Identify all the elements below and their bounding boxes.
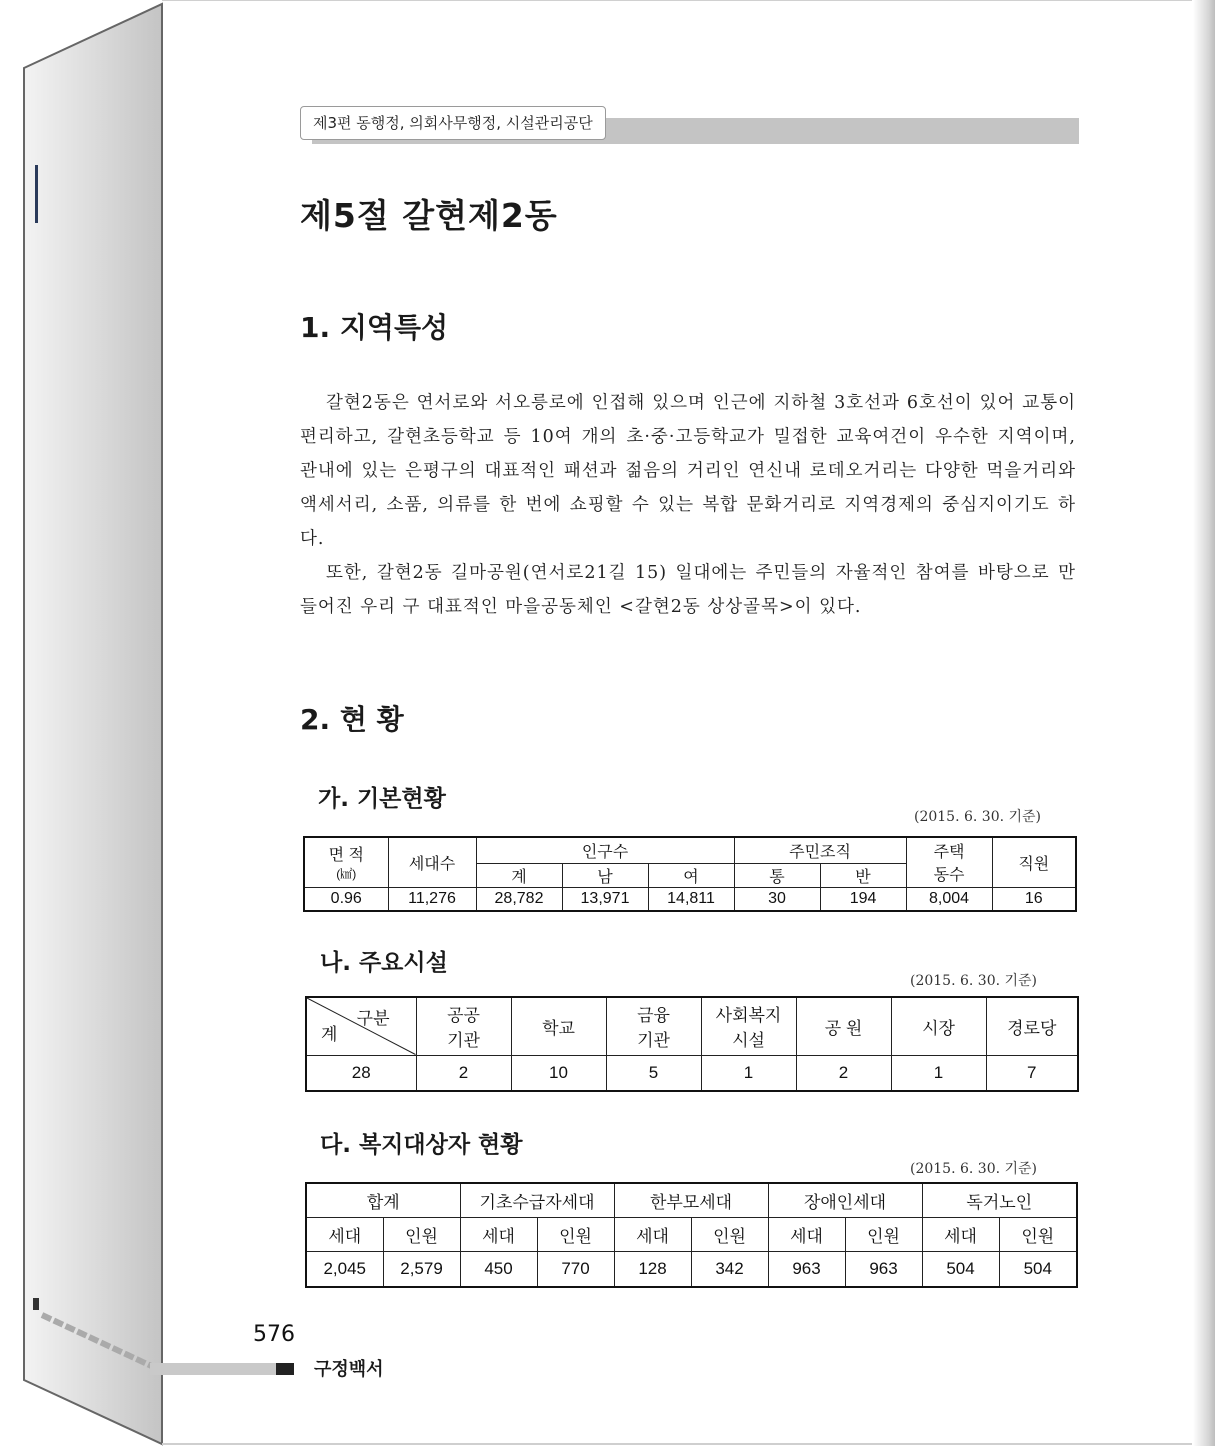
book-spine	[0, 0, 170, 1446]
header-market: 시장	[891, 997, 986, 1055]
cell-single-parent-persons: 342	[691, 1251, 768, 1287]
header-staff: 직원	[992, 837, 1076, 887]
cell-school: 10	[511, 1055, 606, 1091]
paragraph: 또한, 갈현2동 길마공원(연서로21길 15) 일대에는 주민들의 자율적인 참여를 바탕으로 만들어진 우리 구 대표적인 마을공동체인 <갈현2동 상상골목>이 있다.	[300, 563, 1076, 617]
basis-date: (2015. 6. 30. 기준)	[910, 973, 1038, 989]
paragraph: 갈현2동은 연서로와 서오릉로에 인접해 있으며 인근에 지하철 3호선과 6호선이 있어 교통이 편리하고, 갈현초등학교 등 10여 개의 초·중·고등학교가 밀접한 교육여건이 우수한 지역이며, 관내에 있는 은평구의 대표적인 패션과 젊음의 거리인 연신내 로데오거리는 다양한 먹을거리와 액세서리, 소품, 의류를 한 번에 쇼핑할 수 있는 복합 문화거리로 지역경제의 중심지이기도 하다.	[300, 393, 1076, 549]
part1-title: 1. 지역특성	[300, 311, 449, 344]
welfare-table	[305, 1182, 1078, 1288]
chapter-header: 제3편 동행정, 의회사무행정, 시설관리공단	[300, 106, 606, 140]
header-pop-total: 계	[476, 863, 562, 887]
header-total: 합계	[306, 1183, 460, 1217]
part2-title: 2. 현 황	[300, 703, 404, 736]
section-title: 제5절 갈현제2동	[300, 196, 558, 235]
welfare-title: 다. 복지대상자 현황	[320, 1132, 523, 1158]
header-ban: 반	[820, 863, 906, 887]
header-pop-female: 여	[648, 863, 734, 887]
header-senior-center: 경로당	[986, 997, 1078, 1055]
header-households: 세대	[922, 1217, 999, 1251]
header-households: 세대	[306, 1217, 383, 1251]
cell-market: 1	[891, 1055, 986, 1091]
cell-pop-male: 13,971	[562, 887, 648, 911]
header-persons: 인원	[537, 1217, 614, 1251]
header-welfare-facility: 사회복지 시설	[701, 997, 796, 1055]
corner-label-total: 계	[321, 1024, 338, 1044]
cell-pop-total: 28,782	[476, 887, 562, 911]
footer-bar	[150, 1363, 276, 1375]
header-tong: 통	[734, 863, 820, 887]
header-pop-male: 남	[562, 863, 648, 887]
cell-welfare-facility: 1	[701, 1055, 796, 1091]
basis-date: (2015. 6. 30. 기준)	[910, 1161, 1038, 1177]
header-elderly-alone: 독거노인	[922, 1183, 1077, 1217]
cell-basic-persons: 770	[537, 1251, 614, 1287]
basic-status-title: 가. 기본현황	[318, 786, 446, 812]
basic-status-table	[303, 836, 1077, 912]
cell-housing: 8,004	[906, 887, 992, 911]
header-persons: 인원	[999, 1217, 1077, 1251]
basis-date: (2015. 6. 30. 기준)	[914, 809, 1042, 825]
header-households: 세대	[460, 1217, 537, 1251]
header-population: 인구수	[476, 837, 734, 863]
cell-single-parent-households: 128	[614, 1251, 691, 1287]
header-single-parent: 한부모세대	[614, 1183, 768, 1217]
header-resident-org: 주민조직	[734, 837, 906, 863]
cell-disabled-persons: 963	[845, 1251, 922, 1287]
table-row	[306, 1055, 1078, 1091]
cell-basic-households: 450	[460, 1251, 537, 1287]
header-persons: 인원	[691, 1217, 768, 1251]
cell-park: 2	[796, 1055, 891, 1091]
cell-total-households: 2,045	[306, 1251, 383, 1287]
region-description	[300, 386, 1076, 624]
header-households: 세대	[768, 1217, 845, 1251]
cell-financial-institution: 5	[606, 1055, 701, 1091]
cell-disabled-households: 963	[768, 1251, 845, 1287]
header-public-institution: 공공 기관	[416, 997, 511, 1055]
header-financial-institution: 금융 기관	[606, 997, 701, 1055]
facilities-table	[305, 996, 1079, 1092]
cell-elderly-households: 504	[922, 1251, 999, 1287]
cell-total-persons: 2,579	[383, 1251, 460, 1287]
cell-elderly-persons: 504	[999, 1251, 1077, 1287]
page-edge	[1193, 0, 1215, 1446]
header-households: 세대수	[388, 837, 476, 887]
header-park: 공 원	[796, 997, 891, 1055]
header-area: 면 적 (㎢)	[304, 837, 388, 887]
header-disabled: 장애인세대	[768, 1183, 922, 1217]
corner-header	[306, 997, 416, 1055]
cell-area: 0.96	[304, 887, 388, 911]
cell-ban: 194	[820, 887, 906, 911]
header-school: 학교	[511, 997, 606, 1055]
table-row	[304, 887, 1076, 911]
header-basic-livelihood: 기초수급자세대	[460, 1183, 614, 1217]
cell-households: 11,276	[388, 887, 476, 911]
cell-staff: 16	[992, 887, 1076, 911]
cell-total: 28	[306, 1055, 416, 1091]
page-number: 576	[253, 1322, 295, 1347]
header-persons: 인원	[845, 1217, 922, 1251]
facilities-title: 나. 주요시설	[320, 950, 448, 976]
book-title: 구정백서	[314, 1359, 384, 1380]
header-households: 세대	[614, 1217, 691, 1251]
header-housing: 주택 동수	[906, 837, 992, 887]
table-row	[306, 1251, 1077, 1287]
cell-public-institution: 2	[416, 1055, 511, 1091]
header-persons: 인원	[383, 1217, 460, 1251]
cell-senior-center: 7	[986, 1055, 1078, 1091]
footer-mark	[276, 1363, 294, 1375]
cell-pop-female: 14,811	[648, 887, 734, 911]
cell-tong: 30	[734, 887, 820, 911]
corner-label-category: 구분	[356, 1009, 390, 1028]
